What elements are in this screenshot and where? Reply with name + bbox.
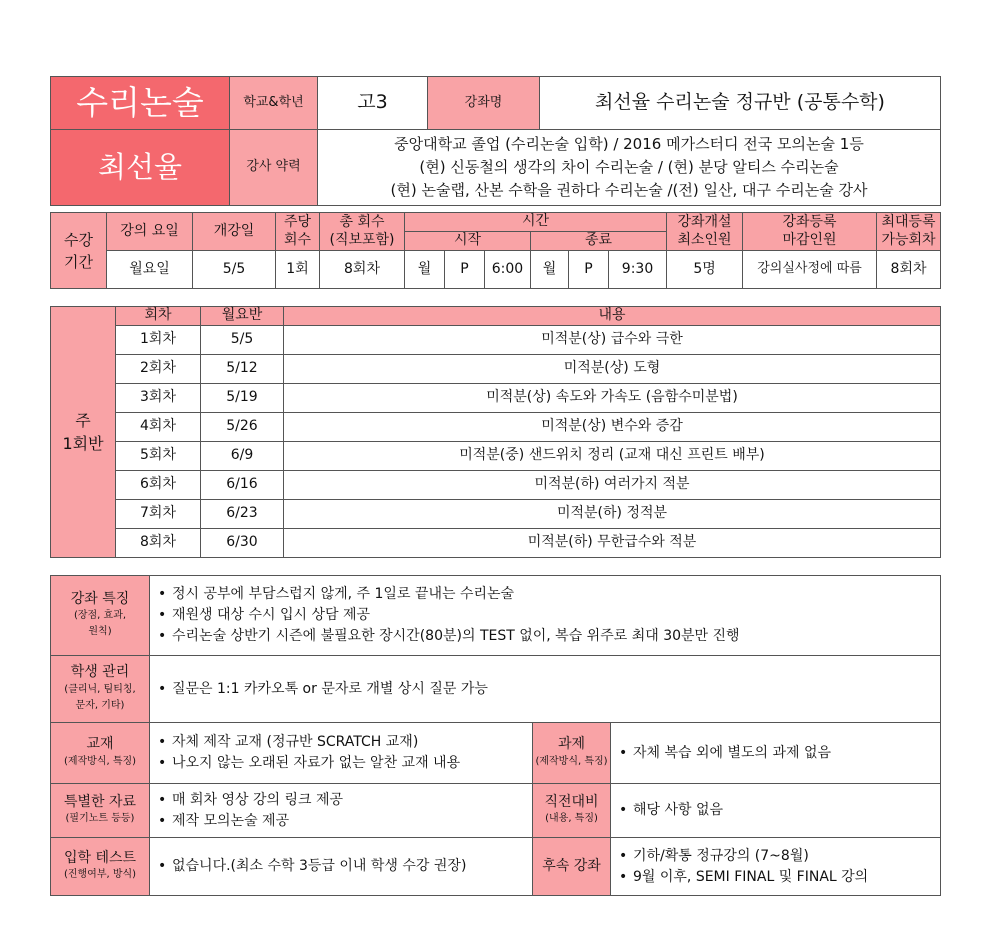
end-time: 9:30 [609,251,667,289]
prep-content [611,784,941,838]
homework-label [533,723,611,784]
follow-label-text: 후속 강좌 [542,857,601,874]
schedule-label [51,307,116,558]
session-cell: 8회차 [116,528,201,557]
content-cell: 미적분(상) 변수와 증감 [284,412,941,441]
start-ampm: P [445,251,485,289]
content-cell: 미적분(하) 정적분 [284,499,941,528]
details-table [50,575,941,896]
table-row [51,441,941,470]
test-label-sub: (진행여부, 방식) [63,869,137,881]
session-cell: 7회차 [116,499,201,528]
textbook-label [51,723,150,784]
session-cell: 4회차 [116,412,201,441]
manage-label-text: 학생 관리 [70,664,130,681]
special-label-sub: (필기노트 등등) [65,813,135,825]
date-cell: 6/30 [201,528,284,557]
course-label: 강좌명 [428,77,540,130]
feature-label-sub: 원칙) [88,626,112,638]
list-item: • 재원생 대상 수시 입시 상담 제공 [158,605,940,626]
manage-label [51,656,150,723]
date-cell: 5/5 [201,325,284,354]
homework-content [611,723,941,784]
period-table [50,212,941,289]
total-value: 8회차 [320,251,405,289]
subject-title: 수리논술 [51,77,230,130]
follow-label [533,838,611,896]
list-item: • 없습니다.(최소 수학 3등급 이내 학생 수강 권장) [158,856,532,877]
special-label-text: 특별한 자료 [63,793,137,810]
test-label [51,838,150,896]
date-cell: 6/9 [201,441,284,470]
table-row [51,499,941,528]
max-header-line: 가능회차 [881,231,936,248]
homework-label-sub: (제작방식, 특징) [535,755,608,767]
course-value: 최선율 수리논술 정규반 (공통수학) [540,77,941,130]
session-cell: 6회차 [116,470,201,499]
career-line: (현) 논술랩, 산본 수학을 권하다 수리논술 /(전) 일산, 대구 수리논술 강사 [390,181,868,199]
career-line: 중앙대학교 졸업 (수리논술 입학) / 2016 메가스터디 전국 모의논술 1등 [394,135,864,153]
content-cell: 미적분(중) 샌드위치 정리 (교재 대신 프린트 배부) [284,441,941,470]
list-item: • 해당 사항 없음 [619,800,940,821]
end-header: 종료 [531,232,667,251]
start-day: 월 [405,251,445,289]
content-cell: 미적분(상) 급수와 극한 [284,325,941,354]
list-item: • 자체 복습 외에 별도의 과제 없음 [619,743,940,764]
school-value: 고3 [318,77,428,130]
weekly-header-line: 회수 [283,231,312,248]
content-cell: 미적분(상) 속도와 가속도 (음함수미분법) [284,383,941,412]
content-cell: 미적분(상) 도형 [284,354,941,383]
homework-label-text: 과제 [557,736,586,753]
min-header [667,213,743,251]
list-item: • 질문은 1:1 카카오톡 or 문자로 개별 상시 질문 가능 [158,679,940,700]
content-cell: 미적분(하) 무한급수와 적분 [284,528,941,557]
date-cell: 5/12 [201,354,284,383]
date-cell: 6/16 [201,470,284,499]
instructor-name: 최선율 [51,130,230,206]
test-content [150,838,533,896]
weekly-header-line: 주당 [283,214,312,230]
min-header-line: 강좌개설 [677,214,732,230]
list-item: • 매 회차 영상 강의 링크 제공 [158,790,532,811]
schedule-label-line: 1회반 [62,433,104,453]
career-line: (현) 신동철의 생각의 차이 수리논술 / (현) 분당 알티스 수리논술 [419,158,839,176]
weekly-value: 1회 [276,251,320,289]
header-table [50,76,941,206]
feature-label [51,576,150,656]
period-label-line: 기간 [64,252,93,271]
period-label [51,213,107,289]
test-label-text: 입학 테스트 [63,849,137,866]
table-row [51,412,941,441]
table-row [51,528,941,557]
follow-content [611,838,941,896]
deadline-header-line: 강좌등록 [782,214,837,230]
feature-content [150,576,941,656]
date-header: 월요반 [201,307,284,326]
end-day: 월 [531,251,569,289]
time-header: 시간 [405,213,667,232]
prep-label-sub: (내용, 특징) [545,813,598,825]
table-row [51,383,941,412]
max-value: 8회차 [877,251,941,289]
manage-label-sub: (클리닉, 팀티칭, [64,683,136,695]
min-value: 5명 [667,251,743,289]
special-label [51,784,150,838]
list-item: • 나오지 않는 오래된 자료가 없는 알찬 교재 내용 [158,753,532,774]
max-header [877,213,941,251]
session-header: 회차 [116,307,201,326]
list-item: • 수리논술 상반기 시즌에 불필요한 장시간(80분)의 TEST 없이, 복습 위주로 최대 30분만 진행 [158,626,940,647]
table-row [51,325,941,354]
session-cell: 1회차 [116,325,201,354]
feature-label-text: 강좌 특징 [70,590,130,607]
day-header: 강의 요일 [107,213,193,251]
session-cell: 2회차 [116,354,201,383]
total-header-line: (직보포함) [329,231,395,248]
total-header [320,213,405,251]
list-item: • 정시 공부에 부담스럽지 않게, 주 1일로 끝내는 수리논술 [158,584,940,605]
end-ampm: P [569,251,609,289]
date-cell: 5/26 [201,412,284,441]
date-cell: 5/19 [201,383,284,412]
content-cell: 미적분(하) 여러가지 적분 [284,470,941,499]
manage-label-sub: 문자, 기타) [75,699,125,711]
open-value: 5/5 [193,251,276,289]
schedule-table [50,306,941,558]
school-label: 학교&학년 [230,77,318,130]
start-header: 시작 [405,232,531,251]
special-content [150,784,533,838]
total-header-line: 총 회수 [339,214,385,230]
list-item: • 9월 이후, SEMI FINAL 및 FINAL 강의 [619,867,940,888]
session-cell: 5회차 [116,441,201,470]
prep-label-text: 직전대비 [544,793,599,810]
feature-label-sub: (장점, 효과, [73,610,127,622]
career-label: 강사 약력 [230,130,318,206]
open-header: 개강일 [193,213,276,251]
career-text [318,130,941,206]
textbook-label-sub: (제작방식, 특징) [63,755,137,767]
table-row [51,470,941,499]
deadline-header-line: 마감인원 [782,231,837,248]
textbook-label-text: 교재 [86,736,114,753]
textbook-content [150,723,533,784]
deadline-header [743,213,877,251]
deadline-value: 강의실사정에 따름 [743,251,877,289]
date-cell: 6/23 [201,499,284,528]
content-header: 내용 [284,307,941,326]
max-header-line: 최대등록 [881,214,936,230]
day-value: 월요일 [107,251,193,289]
schedule-label-line: 주 [75,410,91,430]
list-item: • 제작 모의논술 제공 [158,811,532,832]
start-time: 6:00 [485,251,531,289]
table-row [51,354,941,383]
period-label-line: 수강 [64,230,93,249]
list-item: • 기하/확통 정규강의 (7~8월) [619,846,940,867]
weekly-header [276,213,320,251]
list-item: • 자체 제작 교재 (정규반 SCRATCH 교재) [158,732,532,753]
min-header-line: 최소인원 [677,231,732,248]
prep-label [533,784,611,838]
session-cell: 3회차 [116,383,201,412]
manage-content [150,656,941,723]
